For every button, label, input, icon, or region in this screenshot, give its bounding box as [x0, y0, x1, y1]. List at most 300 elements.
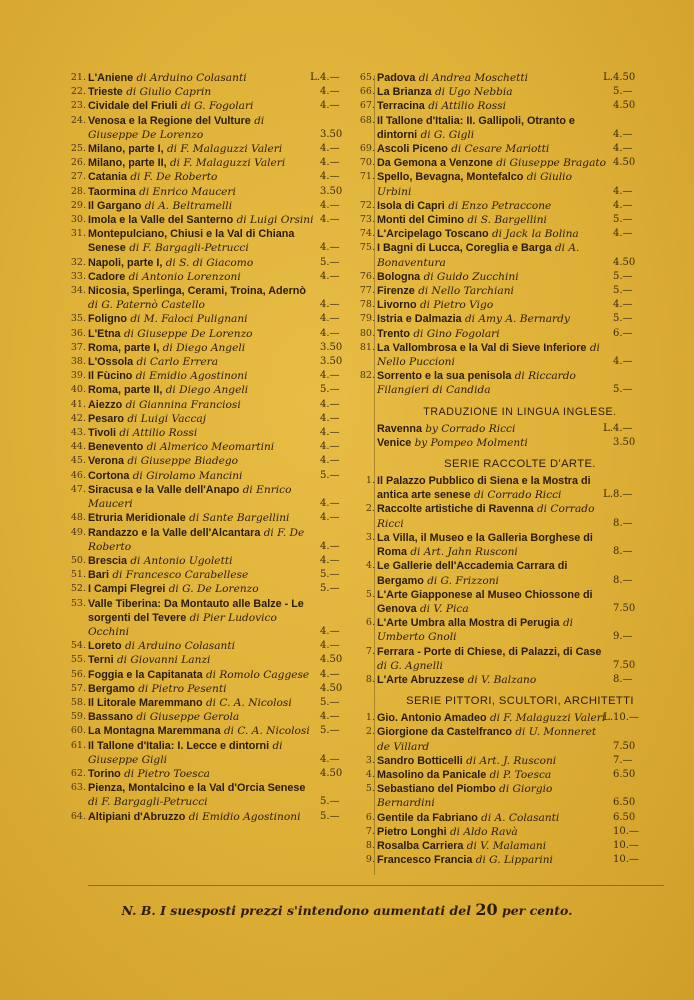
catalog-entry	[70, 682, 370, 696]
entry-title: Roma, parte II,	[88, 384, 163, 397]
entry-author: F. De Roberto	[143, 171, 218, 184]
catalog-entry	[365, 645, 663, 673]
entry-number: 58.	[70, 696, 86, 708]
entry-by: di	[124, 767, 135, 780]
catalog-entry	[359, 369, 663, 397]
entry-price: 4.50	[320, 654, 343, 666]
entry-price: 4.50	[320, 682, 343, 694]
entry-by: di	[189, 611, 200, 624]
entry-number: 22.	[70, 86, 86, 98]
entry-price: 4.50	[613, 256, 636, 268]
entry-author: S. di Giacomo	[179, 256, 254, 269]
entry-number: 73.	[359, 214, 375, 226]
entry-price: 4.—	[320, 171, 340, 183]
entry-author: Antonio Lorenzoni	[141, 270, 241, 283]
entry-number: 81.	[359, 341, 375, 353]
entry-number: 37.	[70, 341, 86, 353]
catalog-entry	[70, 582, 370, 596]
entry-author: M. Faloci Pulignani	[143, 313, 248, 326]
catalog-entry	[70, 99, 370, 113]
catalog-entry	[365, 754, 663, 768]
entry-number: 59.	[70, 711, 86, 723]
entry-title: Foligno	[88, 313, 127, 326]
entry-number: 54.	[70, 640, 86, 652]
entry-number: 3.	[365, 531, 375, 543]
catalog-entry	[70, 85, 370, 99]
entry-number: 2.	[365, 726, 375, 738]
entry-price: 4.—	[613, 128, 633, 140]
entry-title: L'Arte Giapponese al Museo Chiossone di Genova	[377, 588, 593, 615]
entry-author: G. Frizzoni	[440, 574, 499, 587]
entry-number: 45.	[70, 455, 86, 467]
entry-title: Gentile da Fabriano	[377, 811, 478, 824]
entry-author: Pompeo Molmenti	[430, 436, 528, 449]
entry-author: Giuseppe De Lorenzo	[137, 327, 253, 340]
entry-title: L'Etna	[88, 327, 121, 340]
entry-number: 70.	[359, 157, 375, 169]
entry-author: Diego Angeli	[179, 384, 249, 397]
entry-by: di	[491, 228, 502, 241]
entry-title: Bologna	[377, 270, 421, 283]
entry-title: Le Gallerie dell'Accademia Carrara di Bergamo	[377, 560, 568, 587]
right-column	[359, 71, 663, 867]
entry-by: di	[451, 143, 462, 156]
entry-price: 5.—	[613, 285, 633, 297]
entry-title: Altipiani d'Abruzzo	[88, 810, 186, 823]
entry-by: di	[123, 327, 134, 340]
catalog-entry	[70, 156, 370, 170]
entry-title: Giorgione da Castelfranco	[377, 726, 512, 739]
entry-number: 48.	[70, 512, 86, 524]
entry-price: 4.—	[320, 512, 340, 524]
entry-by: di	[419, 299, 430, 312]
entry-by: di	[139, 185, 150, 198]
entry-price: 4.—	[320, 412, 340, 424]
entry-title: Ferrara - Porte di Chiese, di Palazzi, di Case	[377, 645, 602, 658]
entry-author: Pietro Toesca	[137, 767, 210, 780]
entry-title: L'Arte Abruzzese	[377, 673, 465, 686]
catalog-entry	[365, 725, 663, 753]
entry-price: 10.—	[613, 825, 639, 837]
entry-by: di	[418, 72, 429, 84]
translation-heading: TRADUZIONE IN LINGUA INGLESE.	[423, 405, 617, 418]
catalog-entry	[365, 673, 663, 687]
entry-number: 35.	[70, 313, 86, 325]
entry-title: Il Palazzo Pubblico di Siena e la Mostra di antica arte senese	[377, 475, 591, 502]
entry-number: 78.	[359, 299, 375, 311]
entry-number: 63.	[70, 782, 86, 794]
entry-title: Foggia e la Capitanata	[88, 668, 203, 681]
entry-title: Ravenna	[377, 422, 423, 435]
entry-author: F. Bargagli-Petrucci	[142, 242, 249, 255]
entry-title: Sandro Botticelli	[377, 754, 463, 767]
entry-price: 4.—	[613, 422, 633, 434]
entry-price: 8.—	[613, 489, 633, 501]
entry-title: Istria e Dalmazia	[377, 313, 462, 326]
entry-price: 5.—	[320, 810, 340, 822]
entry-title: Masolino da Panicale	[377, 768, 487, 781]
entry-title: Milano, parte II,	[88, 157, 167, 170]
entry-price: 8.—	[613, 517, 633, 529]
catalog-entry	[365, 502, 663, 530]
catalog-entry	[70, 554, 370, 568]
entry-price: 7.50	[613, 659, 636, 671]
catalog-entry	[70, 227, 370, 255]
entry-by: di	[467, 673, 478, 686]
catalog-entry	[70, 426, 370, 440]
catalog-entry	[365, 853, 663, 867]
entry-number: 56.	[70, 668, 86, 680]
entry-author: Giorgio Bernardini	[377, 783, 553, 810]
entry-price: 5.—	[320, 469, 340, 481]
entry-price: 4.—	[320, 498, 340, 510]
entry-number: 40.	[70, 384, 86, 396]
entry-price: 4.—	[320, 625, 340, 637]
entry-price: 5.—	[320, 725, 340, 737]
entry-author: F. Malaguzzi Valeri	[183, 157, 286, 170]
currency-mark: L.	[310, 72, 320, 83]
entry-price: 3.50	[320, 341, 343, 353]
entry-price: 3.50	[320, 128, 343, 140]
entry-title: Cortona	[88, 469, 130, 482]
entry-by: di	[448, 199, 459, 212]
entry-number: 24.	[70, 114, 86, 126]
entry-by: di	[428, 100, 439, 113]
entry-by: di	[136, 711, 147, 724]
entry-title: Roma, parte I,	[88, 341, 160, 354]
painters-series-heading: SERIE PITTORI, SCULTORI, ARCHITETTI	[406, 695, 634, 708]
entry-by: di	[135, 370, 146, 383]
entry-by: di	[125, 398, 136, 411]
catalog-entry	[359, 170, 663, 198]
entry-price: 7.50	[613, 740, 636, 752]
entry-price: 3.50	[613, 436, 636, 448]
catalog-entry	[359, 142, 663, 156]
catalog-entry	[70, 383, 370, 397]
entry-by: di	[129, 242, 140, 255]
entry-number: 72.	[359, 199, 375, 211]
catalog-entry	[70, 724, 370, 738]
entry-author: G. Gigli	[433, 128, 475, 141]
entry-price: 5.—	[613, 214, 633, 226]
entry-author: G. De Lorenzo	[182, 583, 259, 596]
entry-by: di	[499, 783, 510, 796]
entry-title: Etruria Meridionale	[88, 512, 186, 525]
entry-by: di	[236, 214, 247, 227]
entry-title: Terni	[88, 654, 114, 667]
entry-by: di	[514, 370, 525, 383]
entry-title: Francesco Francia	[377, 854, 473, 867]
entry-author: Riccardo Filangieri di Candida	[377, 370, 576, 397]
entry-title: Il Litorale Maremmano	[88, 696, 203, 709]
entry-author: Art. Jahn Rusconi	[423, 546, 518, 559]
entry-author: F. Malaguzzi Valeri	[180, 143, 283, 156]
entry-title: Catania	[88, 171, 128, 184]
catalog-entry	[359, 199, 663, 213]
entry-number: 23.	[70, 100, 86, 112]
entry-by: di	[254, 114, 265, 127]
entry-title: Firenze	[377, 285, 415, 298]
entry-number: 75.	[359, 242, 375, 254]
catalog-entry	[70, 739, 370, 767]
catalog-entry	[359, 85, 663, 99]
entry-number: 29.	[70, 199, 86, 211]
entry-author: U. Monneret de Villard	[377, 726, 597, 753]
entry-number: 80.	[359, 327, 375, 339]
catalog-entry	[70, 284, 370, 312]
entry-number: 46.	[70, 469, 86, 481]
entry-number: 41.	[70, 398, 86, 410]
entry-author: S. Bargellini	[480, 214, 547, 227]
entry-number: 49.	[70, 526, 86, 538]
entry-title: L'Arte Umbra alla Mostra di Perugia	[377, 617, 560, 630]
catalog-entry	[359, 99, 663, 113]
entry-author: Luigi Vaccaj	[140, 412, 206, 425]
catalog-entry	[359, 241, 663, 269]
entry-by: di	[466, 754, 477, 767]
entry-by: di	[136, 356, 147, 369]
entry-number: 61.	[70, 739, 86, 751]
entry-title: Cadore	[88, 270, 126, 283]
currency-mark: L.	[603, 422, 613, 434]
currency-mark: L.	[603, 712, 613, 724]
entry-number: 9.	[365, 854, 375, 866]
entry-by: di	[418, 285, 429, 298]
entry-by: di	[127, 412, 138, 425]
entry-by: di	[423, 270, 434, 283]
entry-price: 4.—	[320, 157, 340, 169]
entry-title: Montepulciano, Chiusi e la Val di Chiana Senese	[88, 228, 295, 255]
entry-title: Bari	[88, 569, 110, 582]
entry-number: 51.	[70, 569, 86, 581]
entry-title: Taormina	[88, 185, 136, 198]
entry-author: Attilio Rossi	[441, 100, 507, 113]
entry-price: 4.50	[613, 157, 636, 169]
entry-price: 10.—	[613, 839, 639, 851]
entry-number: 7.	[365, 825, 375, 837]
entry-price: 4.50	[613, 100, 636, 112]
guide-list-right	[359, 71, 663, 398]
entry-price: 4.—	[613, 185, 633, 197]
entry-author: Gino Fogolari	[426, 327, 500, 340]
catalog-entry	[377, 436, 663, 450]
entry-title: Siracusa e la Valle dell'Anapo	[88, 483, 240, 496]
entry-by: di	[434, 86, 445, 99]
catalog-entry	[70, 412, 370, 426]
entry-title: Pienza, Montalcino e la Val d'Orcia Senese	[88, 782, 306, 795]
entry-by: di	[466, 839, 477, 852]
entry-title: Spello, Bevagna, Montefalco	[377, 171, 524, 184]
entry-by: di	[138, 682, 149, 695]
entry-by: di	[481, 811, 492, 824]
catalog-entry	[359, 270, 663, 284]
entry-price: 4.—	[613, 356, 633, 368]
entry-by: di	[128, 270, 139, 283]
entry-price: 4.—	[613, 228, 633, 240]
entry-title: Brescia	[88, 554, 128, 567]
entry-author: Giuseppe Gigli	[88, 753, 167, 766]
note-number: 20	[475, 900, 498, 919]
entry-number: 50.	[70, 554, 86, 566]
entry-number: 67.	[359, 100, 375, 112]
entry-title: Milano, parte I,	[88, 143, 164, 156]
catalog-entry	[70, 341, 370, 355]
entry-number: 39.	[70, 370, 86, 382]
entry-price: 7.50	[613, 602, 636, 614]
entry-by: di	[589, 341, 600, 354]
entry-number: 26.	[70, 157, 86, 169]
entry-price: 8.—	[613, 546, 633, 558]
entry-title: Napoli, parte I,	[88, 256, 163, 269]
catalog-entry	[70, 398, 370, 412]
entry-title: La Montagna Maremmana	[88, 725, 221, 738]
entry-author: Arduino Colasanti	[138, 640, 236, 653]
entry-number: 8.	[365, 673, 375, 685]
entry-author: Giuseppe Bragato	[509, 157, 607, 170]
guide-list-left	[70, 71, 370, 824]
entry-title: Venosa e la Regione del Vulture	[88, 114, 251, 127]
catalog-entry	[70, 710, 370, 724]
entry-price: 4.—	[320, 199, 340, 211]
currency-mark: L.	[603, 489, 613, 501]
entry-price: 4.—	[320, 640, 340, 652]
catalog-entry	[365, 474, 663, 502]
catalog-entry	[365, 559, 663, 587]
entry-title: Sebastiano del Piombo	[377, 783, 496, 796]
entry-author: Enrico Mauceri	[88, 483, 292, 511]
entry-number: 7.	[365, 645, 375, 657]
entry-price: 5.—	[320, 256, 340, 268]
entry-author: Arduino Colasanti	[149, 72, 247, 84]
entry-author: Aldo Ravà	[463, 825, 518, 838]
entry-price: 5.—	[320, 796, 340, 808]
entry-author: Diego Angeli	[176, 341, 246, 354]
entry-author: Pier Ludovico Occhini	[88, 611, 277, 638]
entry-by: di	[166, 143, 177, 156]
entry-author: V. Pica	[433, 602, 469, 615]
entry-by: by	[414, 436, 428, 449]
entry-by: di	[130, 313, 141, 326]
entry-title: L'Aniene	[88, 72, 134, 84]
entry-by: di	[427, 574, 438, 587]
entry-price: 4.—	[320, 214, 340, 226]
entry-price: 4.—	[320, 327, 340, 339]
entry-number: 74.	[359, 228, 375, 240]
entry-price: 4.—	[320, 370, 340, 382]
entry-by: di	[88, 796, 98, 809]
entry-price: 4.—	[320, 100, 340, 112]
catalog-entry	[70, 142, 370, 156]
entry-by: di	[377, 659, 387, 672]
entry-number: 3.	[365, 754, 375, 766]
catalog-entry	[70, 810, 370, 824]
entry-number: 31.	[70, 228, 86, 240]
entry-author: Pietro Vigo	[433, 299, 494, 312]
entry-number: 36.	[70, 327, 86, 339]
entry-number: 76.	[359, 270, 375, 282]
catalog-entry	[70, 114, 370, 142]
entry-title: Cividale del Friuli	[88, 100, 178, 113]
entry-author: Cesare Mariotti	[464, 143, 550, 156]
entry-author: Umberto Gnoli	[377, 631, 457, 644]
catalog-entry	[359, 284, 663, 298]
entry-price: 5.—	[320, 696, 340, 708]
catalog-entry	[359, 213, 663, 227]
catalog-entry	[70, 213, 370, 227]
catalog-entry	[359, 327, 663, 341]
entry-by: di	[489, 768, 500, 781]
entry-title: Valle Tiberina: Da Montauto alle Balze - Le sorgenti del Tevere	[88, 597, 304, 624]
entry-author: F. De Roberto	[88, 526, 305, 553]
entry-number: 42.	[70, 412, 86, 424]
catalog-entry	[70, 256, 370, 270]
entry-number: 82.	[359, 370, 375, 382]
catalog-entry	[70, 199, 370, 213]
entry-title: Imola e la Valle del Santerno	[88, 214, 234, 227]
entry-by: di	[144, 199, 155, 212]
entry-number: 1.	[365, 475, 375, 487]
entry-number: 5.	[365, 783, 375, 795]
entry-author: Enrico Mauceri	[152, 185, 236, 198]
entry-author: V. Balzano	[481, 673, 537, 686]
catalog-entry	[70, 270, 370, 284]
entry-number: 57.	[70, 682, 86, 694]
entry-author: A. Colasanti	[494, 811, 560, 824]
entry-by: di	[112, 569, 123, 582]
entry-author: Giuseppe Gerola	[149, 711, 240, 724]
entry-by: di	[188, 810, 199, 823]
catalog-entry	[359, 227, 663, 241]
entry-title: Verona	[88, 455, 125, 468]
entry-author: Giovanni Lanzi	[130, 654, 211, 667]
entry-price: 4.—	[320, 753, 340, 765]
entry-title: Benevento	[88, 441, 144, 454]
entry-number: 33.	[70, 270, 86, 282]
catalog-entry	[359, 298, 663, 312]
entry-by: di	[554, 242, 565, 255]
entry-title: Nicosia, Sperlinga, Cerami, Troina, Adernò	[88, 285, 306, 298]
entry-title: Il Gargano	[88, 199, 142, 212]
entry-author: Francesco Carabellese	[125, 569, 249, 582]
entry-author: A. Bonaventura	[377, 242, 580, 269]
entry-by: di	[223, 725, 234, 738]
entry-by: di	[136, 72, 147, 84]
entry-title: Padova	[377, 72, 416, 84]
entry-author: Attilio Rossi	[132, 427, 198, 440]
entry-author: Giulio Urbini	[377, 171, 572, 198]
catalog-entry	[365, 811, 663, 825]
entry-number: 60.	[70, 725, 86, 737]
footer-divider	[88, 885, 664, 886]
entry-number: 52.	[70, 583, 86, 595]
entry-title: Rosalba Carriera	[377, 839, 464, 852]
entry-by: di	[119, 427, 130, 440]
entry-title: Venice	[377, 436, 412, 449]
catalog-entry	[70, 369, 370, 383]
entry-title: I Campi Flegrei	[88, 583, 166, 596]
entry-price: 4.—	[320, 270, 340, 282]
entry-number: 30.	[70, 214, 86, 226]
entry-number: 71.	[359, 171, 375, 183]
entry-by: di	[189, 512, 200, 525]
entry-price: 6.50	[613, 768, 636, 780]
entry-by: di	[449, 825, 460, 838]
entry-title: La Brianza	[377, 86, 432, 99]
catalog-entry	[70, 440, 370, 454]
entry-price: 4.—	[320, 299, 340, 311]
entry-by: di	[162, 341, 173, 354]
entry-by: di	[263, 526, 274, 539]
